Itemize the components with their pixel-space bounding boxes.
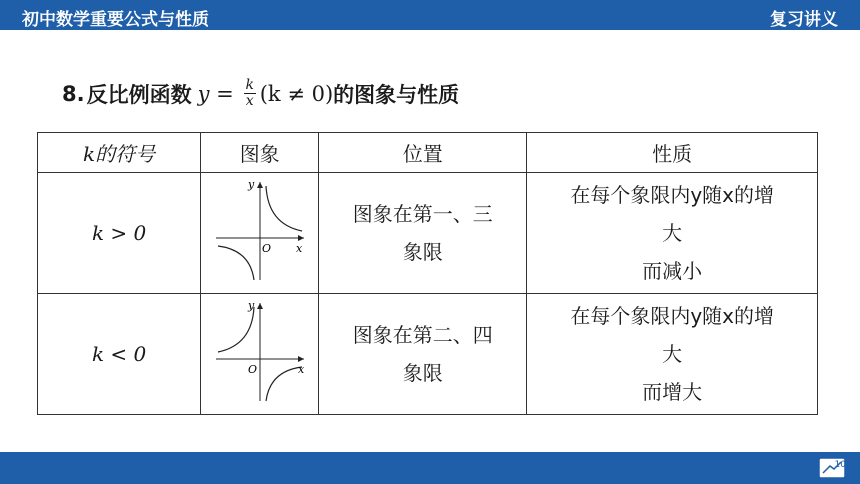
sign-cell: k > 0 [38, 173, 201, 294]
heading-text-after: 的图象与性质 [333, 82, 460, 107]
position-cell: 图象在第二、四 象限 [319, 294, 527, 415]
page-number: 10 [834, 460, 846, 470]
x-axis-label: x [295, 241, 302, 255]
properties-table [37, 132, 818, 415]
x-axis-label: x [297, 362, 304, 376]
fraction-numerator: k [245, 77, 254, 93]
hyperbola-graph-positive [210, 176, 310, 286]
header-graph: 图象 [201, 133, 319, 173]
header-sign: k的符号 [38, 133, 201, 173]
graph-cell [201, 294, 319, 415]
heading-condition: (k ≠ 0) [259, 81, 334, 106]
property-cell: 在每个象限内y随x的增 大 而减小 [527, 173, 818, 294]
position-cell: 图象在第一、三 象限 [319, 173, 527, 294]
top-banner [0, 0, 860, 30]
heading-number: 8. [62, 81, 85, 106]
heading-text-before: 反比例函数 [86, 82, 192, 107]
table-header-row [38, 133, 818, 173]
header-position: 位置 [319, 133, 527, 173]
origin-label: O [247, 362, 257, 376]
heading-y-equals: y = [197, 81, 234, 106]
hyperbola-graph-negative [210, 297, 310, 407]
y-axis-label: y [247, 177, 254, 191]
graph-cell [201, 173, 319, 294]
origin-label: O [261, 241, 271, 255]
fraction-denominator: x [245, 93, 254, 109]
section-heading [62, 78, 459, 109]
header-property: 性质 [527, 133, 818, 173]
heading-fraction [244, 78, 256, 109]
sign-cell: k < 0 [38, 294, 201, 415]
doc-title: 初中数学重要公式与性质 [22, 10, 209, 30]
table-row [38, 173, 818, 294]
property-cell: 在每个象限内y随x的增 大 而增大 [527, 294, 818, 415]
section-label: 复习讲义 [770, 10, 838, 30]
table-row [38, 294, 818, 415]
y-axis-label: y [247, 298, 254, 312]
bottom-banner [0, 452, 860, 484]
